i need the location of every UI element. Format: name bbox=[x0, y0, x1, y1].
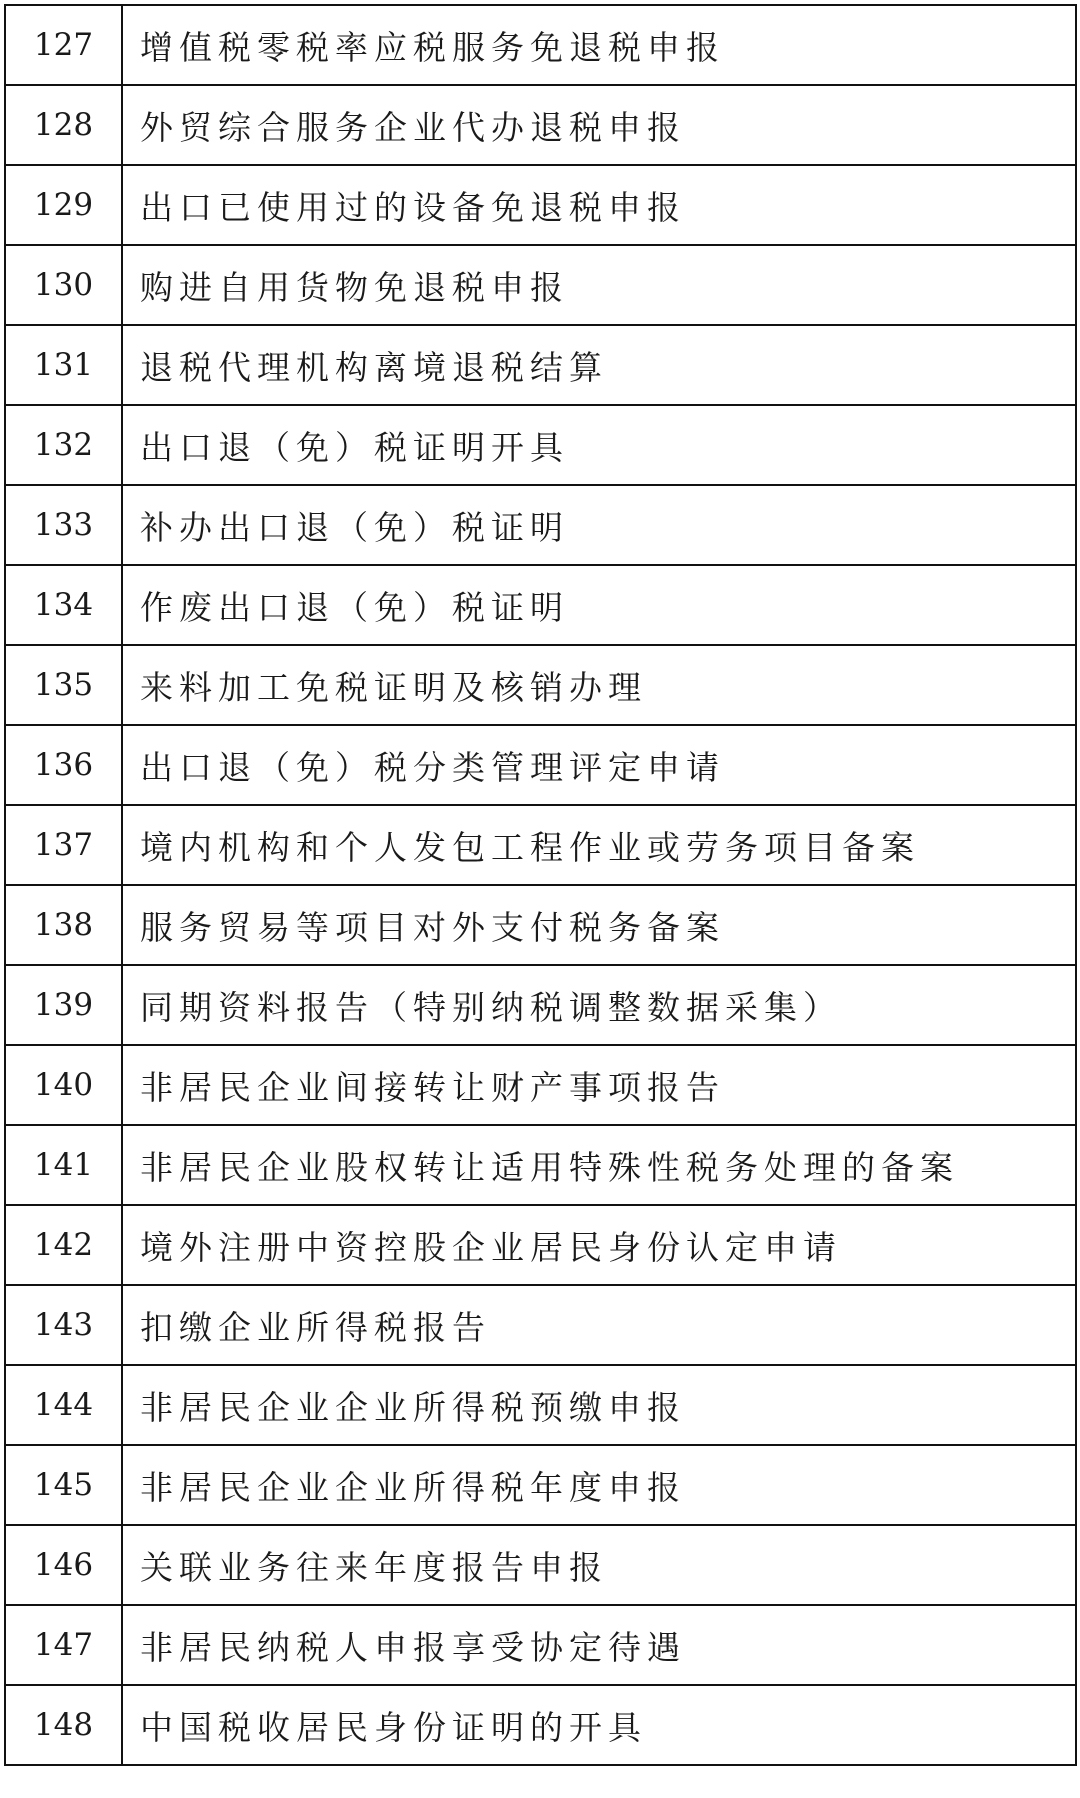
row-item: 退税代理机构离境退税结算 bbox=[122, 325, 1076, 405]
row-number: 134 bbox=[5, 565, 122, 645]
row-number: 148 bbox=[5, 1685, 122, 1765]
table-row bbox=[5, 645, 1076, 725]
row-item: 扣缴企业所得税报告 bbox=[122, 1285, 1076, 1365]
table-row bbox=[5, 5, 1076, 85]
row-number: 138 bbox=[5, 885, 122, 965]
row-item: 同期资料报告（特别纳税调整数据采集） bbox=[122, 965, 1076, 1045]
row-item: 非居民企业企业所得税年度申报 bbox=[122, 1445, 1076, 1525]
row-number: 131 bbox=[5, 325, 122, 405]
table-row bbox=[5, 1445, 1076, 1525]
row-number: 140 bbox=[5, 1045, 122, 1125]
row-number: 133 bbox=[5, 485, 122, 565]
row-number: 144 bbox=[5, 1365, 122, 1445]
row-item: 出口已使用过的设备免退税申报 bbox=[122, 165, 1076, 245]
row-number: 139 bbox=[5, 965, 122, 1045]
row-number: 147 bbox=[5, 1605, 122, 1685]
table-row bbox=[5, 1285, 1076, 1365]
table-row bbox=[5, 1205, 1076, 1285]
row-number: 136 bbox=[5, 725, 122, 805]
row-number: 143 bbox=[5, 1285, 122, 1365]
row-item: 非居民企业企业所得税预缴申报 bbox=[122, 1365, 1076, 1445]
row-number: 127 bbox=[5, 5, 122, 85]
table-row bbox=[5, 85, 1076, 165]
table-row bbox=[5, 1605, 1076, 1685]
row-number: 130 bbox=[5, 245, 122, 325]
row-item: 关联业务往来年度报告申报 bbox=[122, 1525, 1076, 1605]
table-row bbox=[5, 1365, 1076, 1445]
row-item: 来料加工免税证明及核销办理 bbox=[122, 645, 1076, 725]
table-row bbox=[5, 725, 1076, 805]
row-item: 服务贸易等项目对外支付税务备案 bbox=[122, 885, 1076, 965]
table-row bbox=[5, 1045, 1076, 1125]
tax-items-table bbox=[4, 4, 1077, 1766]
row-item: 境内机构和个人发包工程作业或劳务项目备案 bbox=[122, 805, 1076, 885]
row-number: 129 bbox=[5, 165, 122, 245]
row-number: 145 bbox=[5, 1445, 122, 1525]
table-row bbox=[5, 245, 1076, 325]
row-item: 非居民纳税人申报享受协定待遇 bbox=[122, 1605, 1076, 1685]
row-item: 增值税零税率应税服务免退税申报 bbox=[122, 5, 1076, 85]
row-item: 出口退（免）税分类管理评定申请 bbox=[122, 725, 1076, 805]
row-item: 出口退（免）税证明开具 bbox=[122, 405, 1076, 485]
row-number: 141 bbox=[5, 1125, 122, 1205]
row-item: 非居民企业股权转让适用特殊性税务处理的备案 bbox=[122, 1125, 1076, 1205]
table-row bbox=[5, 885, 1076, 965]
table-row bbox=[5, 1125, 1076, 1205]
row-item: 作废出口退（免）税证明 bbox=[122, 565, 1076, 645]
row-item: 购进自用货物免退税申报 bbox=[122, 245, 1076, 325]
row-number: 142 bbox=[5, 1205, 122, 1285]
table-row bbox=[5, 165, 1076, 245]
table-row bbox=[5, 1685, 1076, 1765]
row-number: 146 bbox=[5, 1525, 122, 1605]
table-row bbox=[5, 325, 1076, 405]
table-row bbox=[5, 485, 1076, 565]
row-item: 补办出口退（免）税证明 bbox=[122, 485, 1076, 565]
row-item: 非居民企业间接转让财产事项报告 bbox=[122, 1045, 1076, 1125]
row-item: 境外注册中资控股企业居民身份认定申请 bbox=[122, 1205, 1076, 1285]
row-number: 135 bbox=[5, 645, 122, 725]
table-row bbox=[5, 805, 1076, 885]
row-item: 外贸综合服务企业代办退税申报 bbox=[122, 85, 1076, 165]
table-row bbox=[5, 405, 1076, 485]
row-number: 132 bbox=[5, 405, 122, 485]
table-row bbox=[5, 1525, 1076, 1605]
table-row bbox=[5, 565, 1076, 645]
table-row bbox=[5, 965, 1076, 1045]
table-body bbox=[5, 5, 1076, 1765]
row-number: 128 bbox=[5, 85, 122, 165]
row-item: 中国税收居民身份证明的开具 bbox=[122, 1685, 1076, 1765]
row-number: 137 bbox=[5, 805, 122, 885]
